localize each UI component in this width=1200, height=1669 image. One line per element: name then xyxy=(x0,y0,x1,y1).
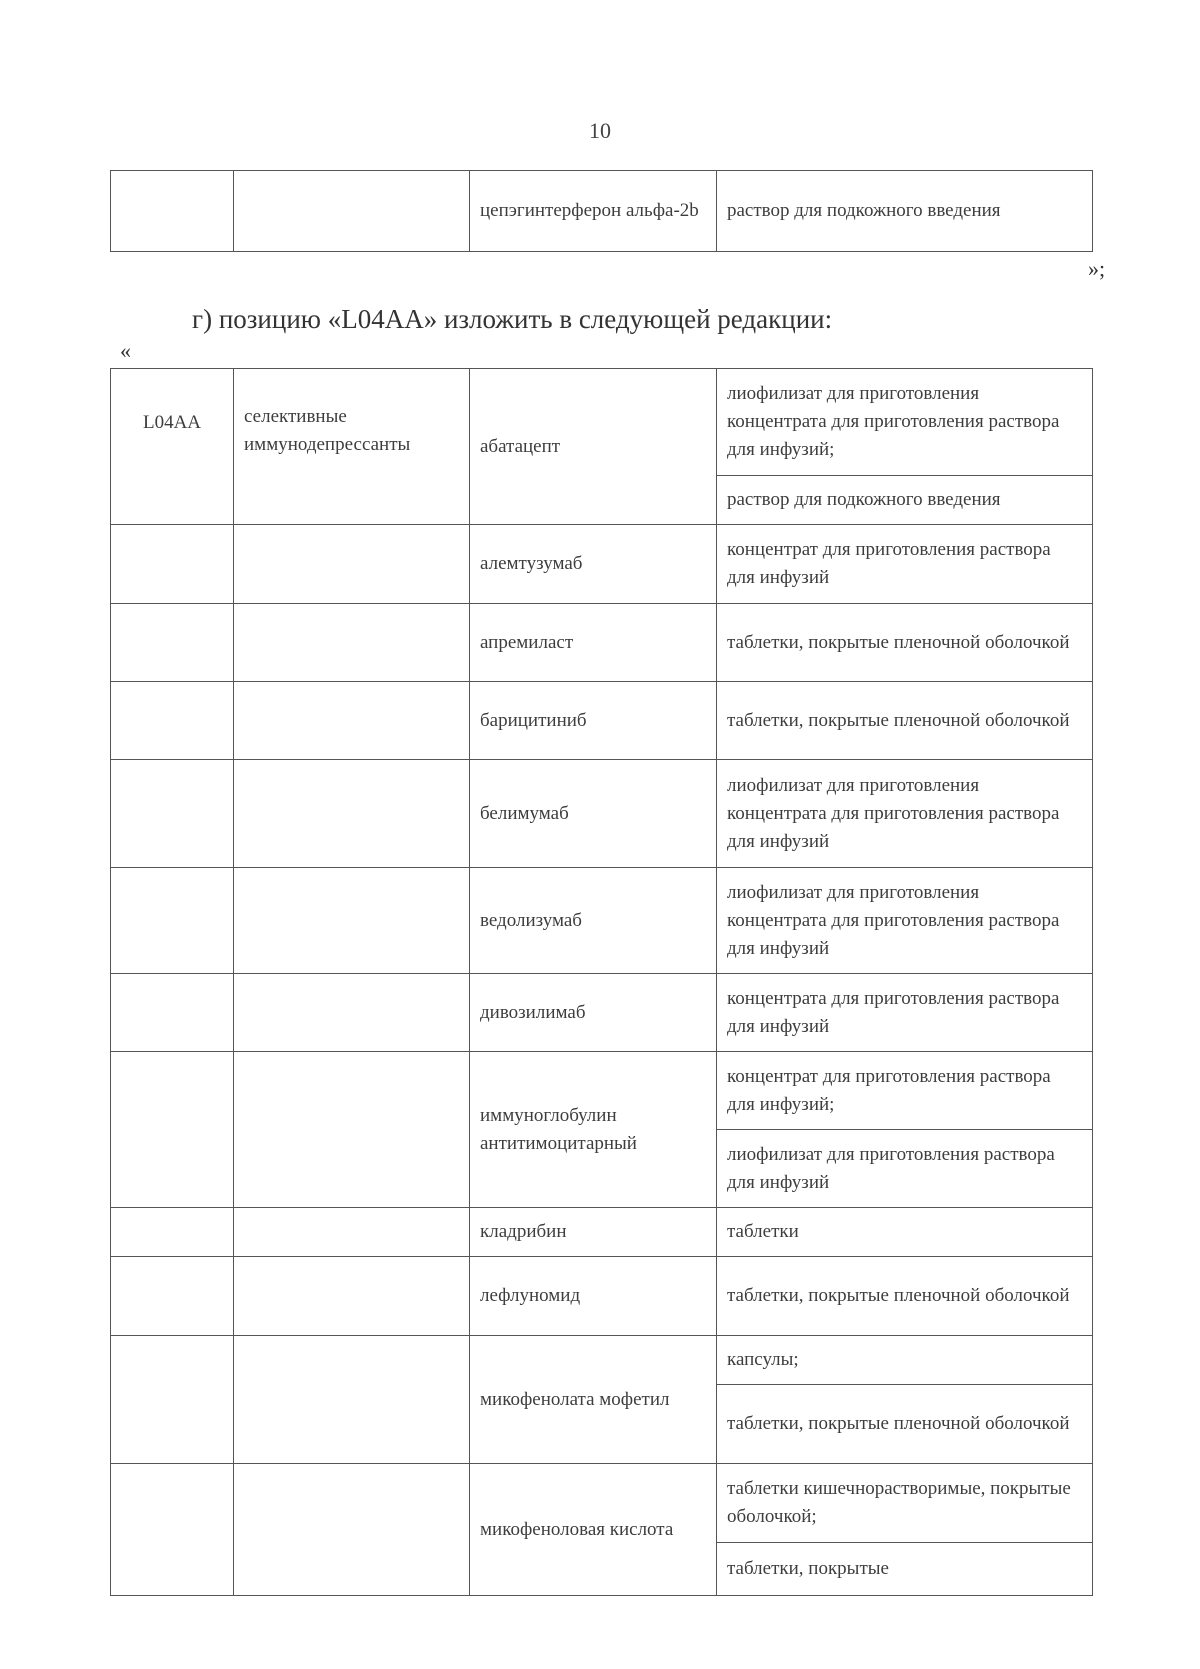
group-cell xyxy=(234,682,470,760)
table-row xyxy=(111,760,1093,868)
table-row xyxy=(111,604,1093,682)
form-cell: капсулы; xyxy=(717,1336,1093,1385)
table-row xyxy=(111,369,1093,476)
form-cell: раствор для подкожного введения xyxy=(717,476,1093,525)
form-cell: концентрата для приготовления раствора для инфузий xyxy=(717,974,1093,1052)
table-row xyxy=(111,868,1093,974)
group-cell xyxy=(234,525,470,604)
table-row xyxy=(111,171,1093,252)
substance-cell: микофенолата мофетил xyxy=(470,1336,717,1464)
form-cell: лиофилизат для приготовления концентрата для приготовления раствора для инфузий xyxy=(717,760,1093,868)
closing-quote: »; xyxy=(1088,256,1106,281)
code-cell xyxy=(111,682,234,760)
substance-cell: алемтузумаб xyxy=(470,525,717,604)
form-cell: лиофилизат для приготовления концентрата для приготовления раствора для инфузий xyxy=(717,868,1093,974)
form-cell: таблетки, покрытые пленочной оболочкой xyxy=(717,682,1093,760)
substance-cell: барицитиниб xyxy=(470,682,717,760)
code-cell xyxy=(111,974,234,1052)
form-cell: таблетки, покрытые пленочной оболочкой xyxy=(717,1385,1093,1464)
table-row xyxy=(111,525,1093,604)
group-cell xyxy=(234,1208,470,1257)
code-cell xyxy=(111,1257,234,1336)
continuation-table xyxy=(110,170,1093,252)
form-cell: раствор для подкожного введения xyxy=(717,171,1093,252)
form-cell: лиофилизат для приготовления концентрата для приготовления раствора для инфузий; xyxy=(717,369,1093,476)
opening-quote: « xyxy=(120,338,131,363)
table-row xyxy=(111,682,1093,760)
substance-cell: цепэгинтерферон альфа-2b xyxy=(470,171,717,252)
table-row xyxy=(111,974,1093,1052)
code-cell xyxy=(111,760,234,868)
group-cell xyxy=(234,1336,470,1464)
group-cell xyxy=(234,1464,470,1596)
substance-cell: апремиласт xyxy=(470,604,717,682)
code-cell xyxy=(111,1052,234,1208)
code-cell xyxy=(111,604,234,682)
l04aa-table xyxy=(110,368,1093,1596)
code-cell xyxy=(111,868,234,974)
form-cell: таблетки, покрытые xyxy=(717,1543,1093,1596)
substance-cell: ведолизумаб xyxy=(470,868,717,974)
form-cell: таблетки, покрытые пленочной оболочкой xyxy=(717,604,1093,682)
code-cell xyxy=(111,1208,234,1257)
code-cell xyxy=(111,1336,234,1464)
group-cell xyxy=(234,1052,470,1208)
table-row xyxy=(111,1464,1093,1543)
group-cell: селективные иммунодепрессанты xyxy=(234,369,470,525)
code-cell xyxy=(111,525,234,604)
group-cell xyxy=(234,868,470,974)
substance-cell: микофеноловая кислота xyxy=(470,1464,717,1596)
code-cell: L04AA xyxy=(111,369,234,525)
table-row xyxy=(111,1208,1093,1257)
substance-cell: лефлуномид xyxy=(470,1257,717,1336)
group-cell xyxy=(234,1257,470,1336)
substance-cell: дивозилимаб xyxy=(470,974,717,1052)
form-cell: таблетки кишечнорастворимые, покрытые оболочкой; xyxy=(717,1464,1093,1543)
group-cell xyxy=(234,760,470,868)
table-row xyxy=(111,1257,1093,1336)
table-row xyxy=(111,1052,1093,1130)
substance-cell: иммуноглобулин антитимоцитарный xyxy=(470,1052,717,1208)
code-cell xyxy=(111,1464,234,1596)
substance-cell: абатацепт xyxy=(470,369,717,525)
table-row xyxy=(111,1336,1093,1385)
group-cell xyxy=(234,604,470,682)
code-cell xyxy=(111,171,234,252)
form-cell: таблетки xyxy=(717,1208,1093,1257)
substance-cell: кладрибин xyxy=(470,1208,717,1257)
group-cell xyxy=(234,171,470,252)
substance-cell: белимумаб xyxy=(470,760,717,868)
group-cell xyxy=(234,974,470,1052)
form-cell: концентрат для приготовления раствора для инфузий; xyxy=(717,1052,1093,1130)
section-heading: г) позицию «L04AA» изложить в следующей редакции: xyxy=(192,304,833,334)
form-cell: концентрат для приготовления раствора для инфузий xyxy=(717,525,1093,604)
page-number: 10 xyxy=(589,118,611,143)
form-cell: лиофилизат для приготовления раствора для инфузий xyxy=(717,1130,1093,1208)
form-cell: таблетки, покрытые пленочной оболочкой xyxy=(717,1257,1093,1336)
